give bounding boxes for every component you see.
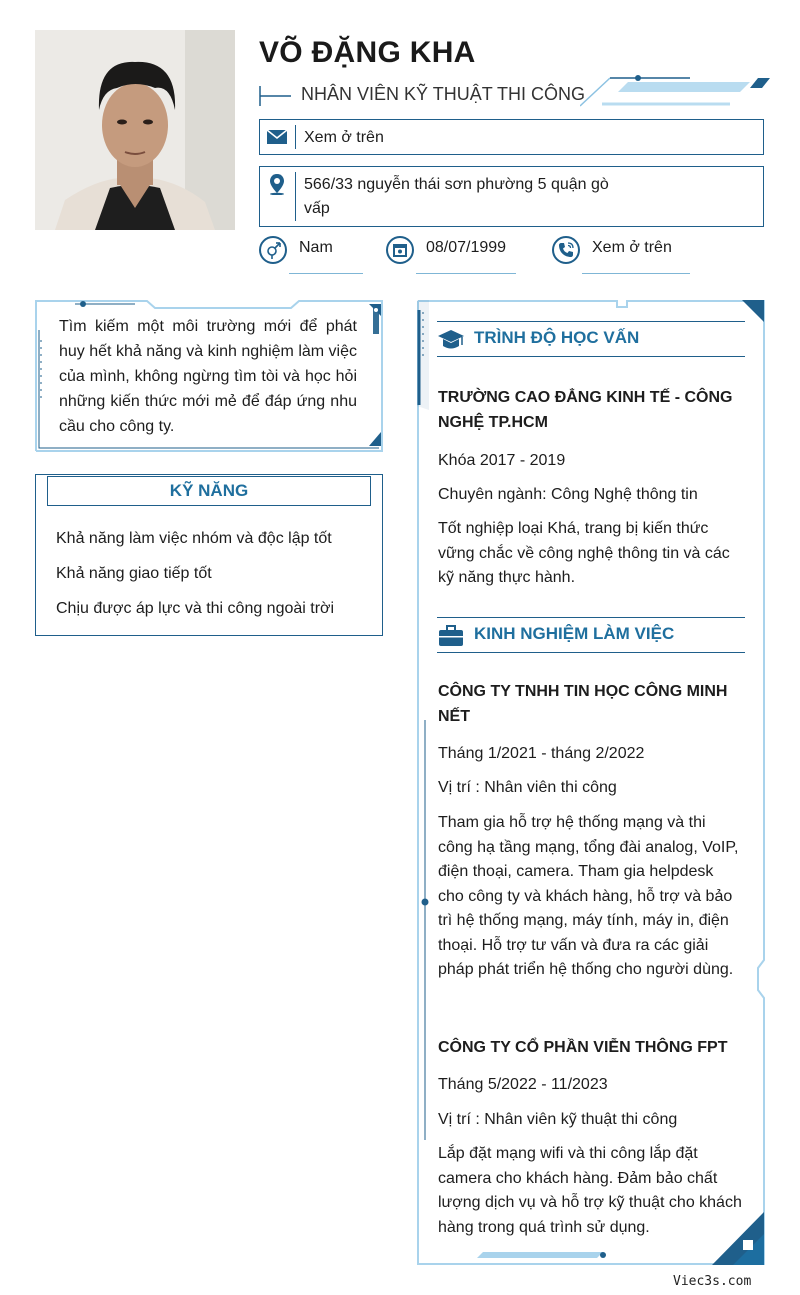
underline: [289, 273, 363, 274]
skills-heading: KỸ NĂNG: [47, 476, 371, 506]
skill-item: Khả năng giao tiếp tốt: [56, 565, 212, 582]
education-title: TRÌNH ĐỘ HỌC VẤN: [474, 328, 640, 347]
skill-item: Chịu được áp lực và thi công ngoài trời: [56, 600, 335, 617]
birthday-value: 08/07/1999: [426, 239, 507, 256]
email-box: [259, 119, 764, 155]
profile-photo: [35, 30, 235, 230]
skills-section: [35, 474, 383, 636]
phone-value: Xem ở trên: [592, 239, 672, 256]
phone-item: [552, 235, 692, 277]
candidate-name: VÕ ĐẶNG KHA: [259, 36, 476, 69]
phone-icon: [552, 236, 580, 264]
education-heading: [437, 321, 745, 357]
gender-icon: [259, 236, 287, 264]
job-position: Vị trí : Nhân viên kỹ thuật thi công: [438, 1111, 678, 1128]
birthday-item: [386, 235, 526, 277]
job-position: Vị trí : Nhân viên thi công: [438, 779, 617, 796]
job-title: NHÂN VIÊN KỸ THUẬT THI CÔNG: [301, 84, 586, 104]
school-name: TRƯỜNG CAO ĐẲNG KINH TẾ - CÔNG NGHỆ TP.HCM: [438, 389, 733, 431]
map-pin-icon: [266, 173, 288, 195]
objective-text: Tìm kiếm một môi trường mới để phát huy hết khả năng và kinh nghiệm làm việc của mình, không ngừng tìm tòi và học hỏi những kiến thức mới mẻ để đáp ứng nhu cầu cho công ty.: [59, 318, 357, 435]
experience-heading: [437, 617, 745, 653]
skill-item: Khả năng làm việc nhóm và độc lập tốt: [56, 530, 332, 547]
address-value: 566/33 nguyễn thái sơn phường 5 quận gò vấp: [304, 176, 609, 217]
job-company: CÔNG TY TNHH TIN HỌC CÔNG MINH NẾT: [438, 683, 728, 725]
gender-item: [259, 235, 369, 277]
job-description: Tham gia hỗ trợ hệ thống mạng và thi công hạ tầng mạng, tổng đài analog, VoIP, điện thoại, camera. Tham gia helpdesk cho công ty và khách hàng, hỗ trợ và bảo trì hệ thống mạng, máy tính, máy in, điện thoại. Hỗ trợ tư vấn và đưa ra các giải pháp phát triển hệ thống cho người dùng.: [438, 814, 739, 978]
experience-title: KINH NGHIỆM LÀM VIỆC: [474, 624, 675, 643]
education-period: Khóa 2017 - 2019: [438, 452, 566, 469]
watermark: Viec3s.com: [673, 1274, 752, 1289]
graduation-cap-icon: [437, 327, 465, 358]
job-period: Tháng 1/2021 - tháng 2/2022: [438, 745, 645, 762]
separator: [295, 125, 296, 149]
education-major: Chuyên ngành: Công Nghệ thông tin: [438, 486, 698, 503]
calendar-icon: [386, 236, 414, 264]
job-company: CÔNG TY CỔ PHẦN VIỄN THÔNG FPT: [438, 1039, 728, 1056]
title-line-decoration: [259, 86, 291, 106]
underline: [416, 273, 516, 274]
job-description: Lắp đặt mạng wifi và thi công lắp đặt camera cho khách hàng. Đảm bảo chất lượng dịch vụ và hỗ trợ kỹ thuật cho khách hàng trong quá trình sử dụng.: [438, 1145, 742, 1236]
education-description: Tốt nghiệp loại Khá, trang bị kiến thức vững chắc về công nghệ thông tin và các kỹ năng thực hành.: [438, 520, 730, 586]
objective-section: [35, 300, 383, 452]
job-period: Tháng 5/2022 - 11/2023: [438, 1076, 608, 1093]
briefcase-icon: [437, 623, 465, 654]
separator: [295, 172, 296, 221]
address-box: [259, 166, 764, 227]
email-value: Xem ở trên: [304, 129, 384, 146]
gender-value: Nam: [299, 239, 333, 256]
header-tech-decoration: [580, 74, 770, 110]
underline: [582, 273, 690, 274]
envelope-icon: [266, 126, 288, 148]
